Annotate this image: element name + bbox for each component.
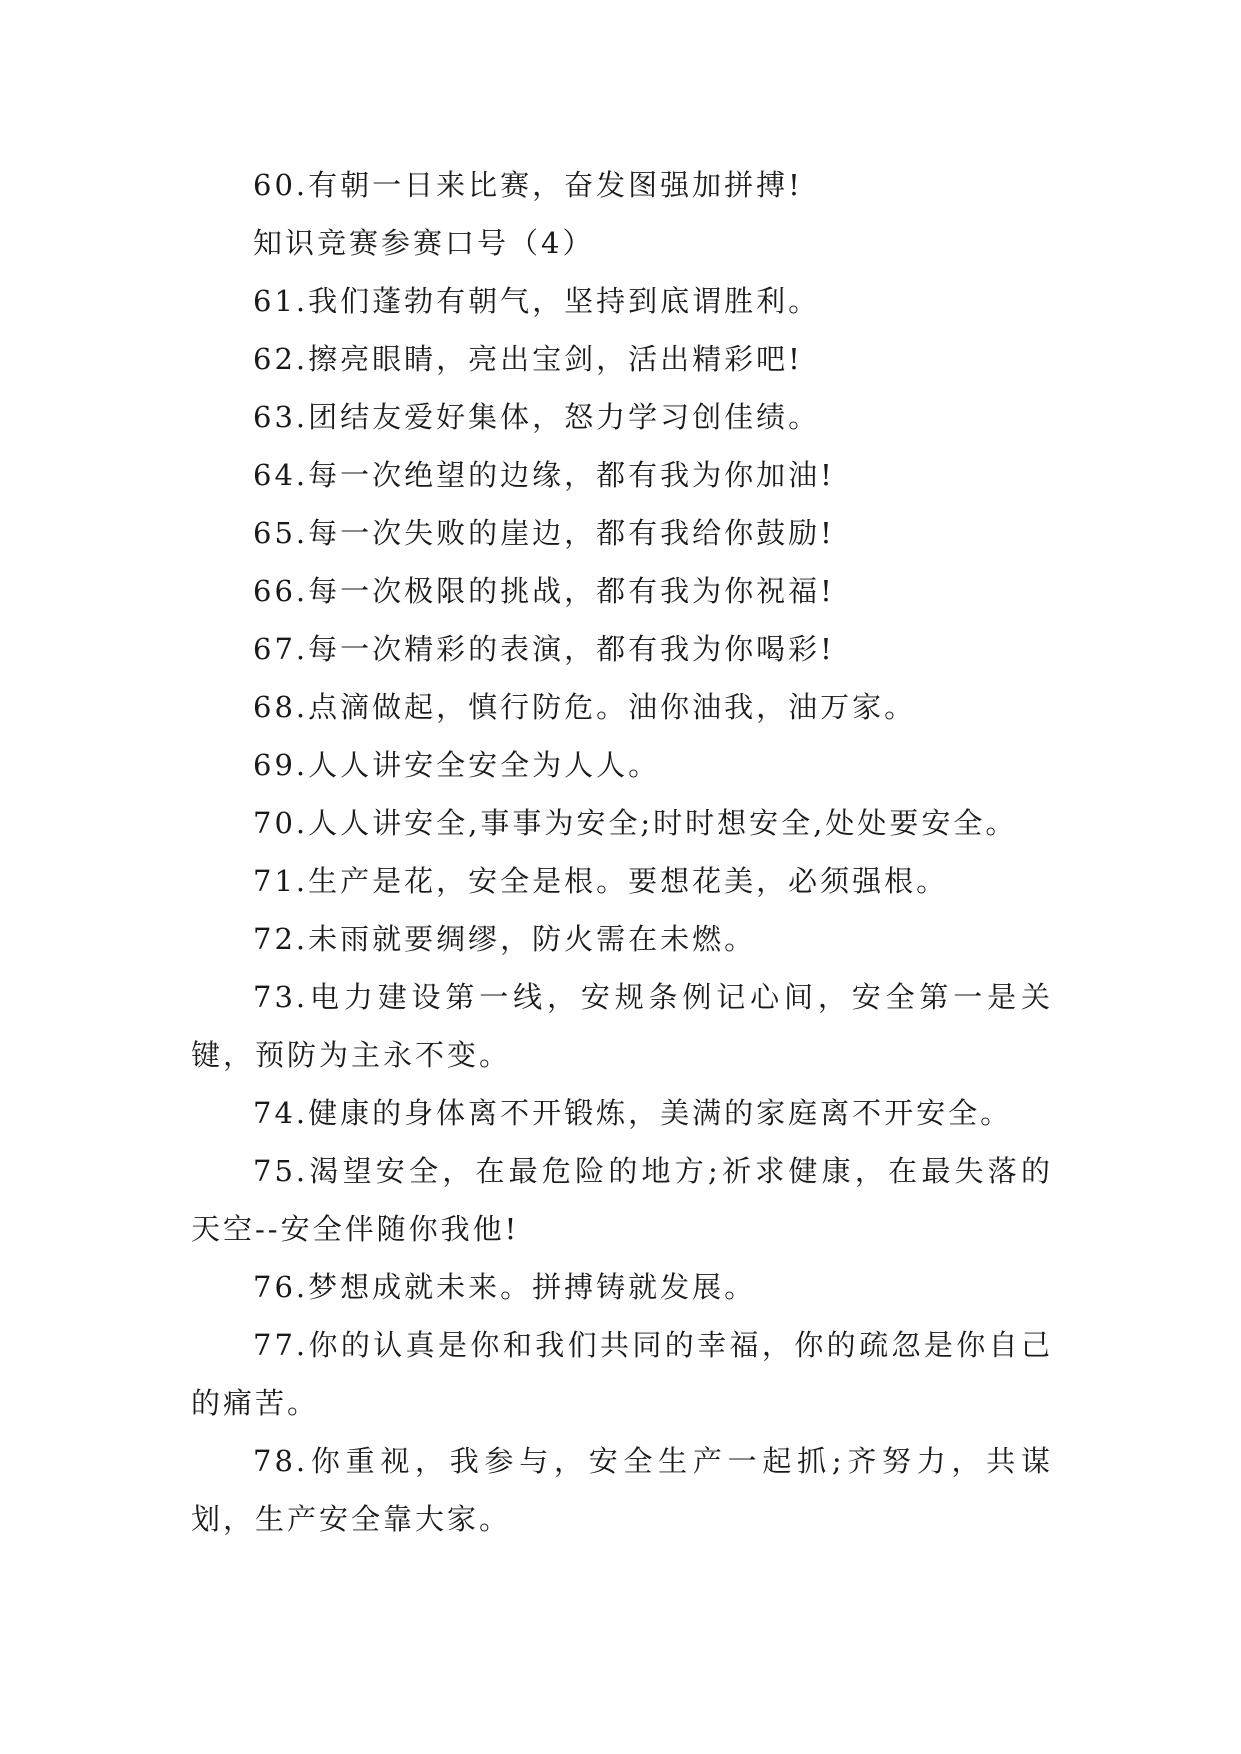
paragraph-78: 78.你重视，我参与，安全生产一起抓;齐努力，共谋划，生产安全靠大家。 <box>191 1444 1053 1536</box>
paragraph-65: 65.每一次失败的崖边，都有我给你鼓励! <box>253 516 835 550</box>
paragraph-76: 76.梦想成就未来。拼搏铸就发展。 <box>253 1270 757 1304</box>
paragraph-72: 72.未雨就要绸缪，防火需在未燃。 <box>253 922 757 956</box>
document-body <box>191 156 1053 1548</box>
section-heading: 知识竞赛参赛口号（4） <box>253 226 595 260</box>
paragraph-68: 68.点滴做起，慎行防危。油你油我，油万家。 <box>253 690 917 724</box>
paragraph-73: 73.电力建设第一线，安规条例记心间，安全第一是关键，预防为主永不变。 <box>191 980 1053 1072</box>
paragraph-69: 69.人人讲安全安全为人人。 <box>253 748 661 782</box>
paragraph-66: 66.每一次极限的挑战，都有我为你祝福! <box>253 574 835 608</box>
paragraph-63: 63.团结友爱好集体，怒力学习创佳绩。 <box>253 400 821 434</box>
paragraph-61: 61.我们蓬勃有朝气，坚持到底谓胜利。 <box>253 284 821 318</box>
paragraph-71: 71.生产是花，安全是根。要想花美，必须强根。 <box>253 864 949 898</box>
paragraph-62: 62.擦亮眼睛，亮出宝剑，活出精彩吧! <box>253 342 803 376</box>
paragraph-67: 67.每一次精彩的表演，都有我为你喝彩! <box>253 632 835 666</box>
paragraph-74: 74.健康的身体离不开锻炼，美满的家庭离不开安全。 <box>253 1096 1013 1130</box>
paragraph-70: 70.人人讲安全,事事为安全;时时想安全,处处要安全。 <box>253 806 1018 840</box>
paragraph-77: 77.你的认真是你和我们共同的幸福，你的疏忽是你自己的痛苦。 <box>191 1328 1053 1420</box>
paragraph-64: 64.每一次绝望的边缘，都有我为你加油! <box>253 458 835 492</box>
paragraph-75: 75.渴望安全，在最危险的地方;祈求健康，在最失落的天空--安全伴随你我他! <box>191 1154 1053 1246</box>
paragraph-60: 60.有朝一日来比赛，奋发图强加拼搏! <box>253 168 803 202</box>
